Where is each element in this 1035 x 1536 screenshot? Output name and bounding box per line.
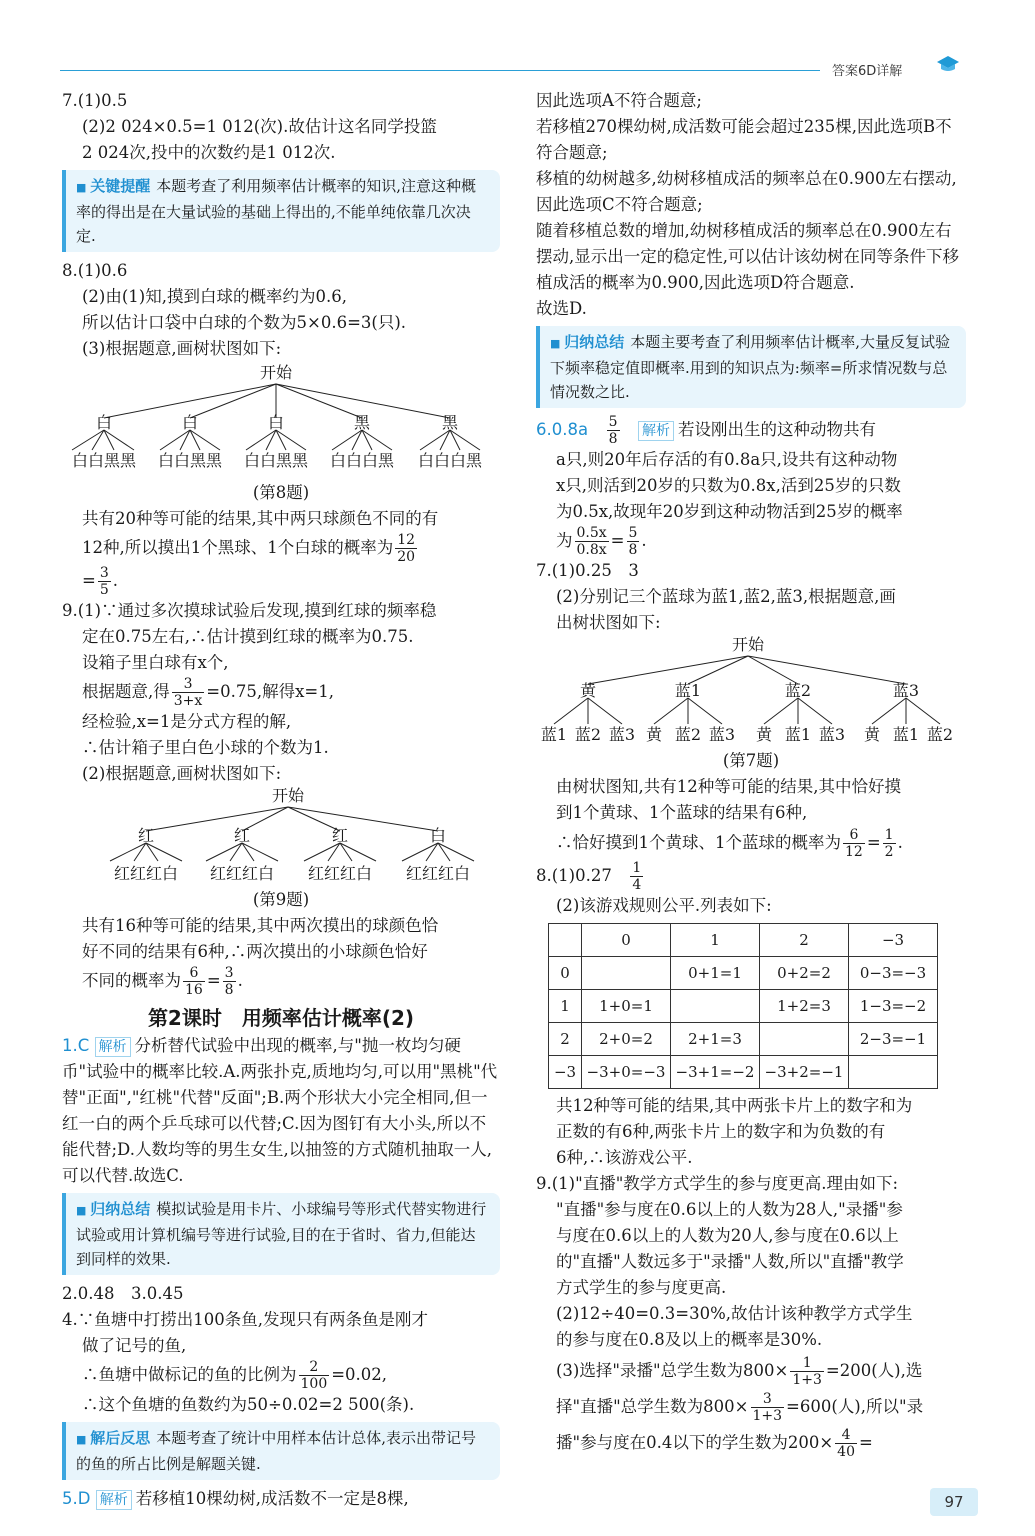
table-cell — [671, 990, 760, 1023]
fraction — [395, 532, 417, 565]
q8-result-line3 — [62, 565, 500, 598]
text: 播"参与度在0.4以下的学生数为200× — [556, 1433, 834, 1452]
q8r-result-line1: 共12种等可能的结果,其中两张卡片上的数字和为 — [556, 1096, 913, 1115]
tip-box — [62, 170, 500, 252]
text: 为 — [556, 531, 573, 550]
table-cell: −3+2=−1 — [760, 1056, 849, 1089]
summary-label: ■ 归纳总结 — [550, 333, 624, 351]
reflection-text: 本题考查了统计中用样本估计总体,表示出带记号的鱼的所占比例是解题关键. — [76, 1429, 477, 1473]
table-cell: 2−3=−1 — [849, 1023, 938, 1056]
numerator: 1 — [884, 827, 894, 843]
q9-line2: 定在0.75左右,∴估计摸到红球的概率为0.75. — [82, 627, 414, 646]
table-cell: 0+2=2 — [760, 957, 849, 990]
tree-diagram-q9 — [62, 787, 500, 887]
tree-leaves: 白白黑黑 — [243, 451, 309, 470]
q6-line2: a只,则20年后存活的有0.8a只,设共有这种动物 — [556, 450, 898, 469]
fraction — [790, 1355, 824, 1388]
table-cell: −3+1=−2 — [671, 1056, 760, 1089]
period: . — [897, 833, 903, 852]
table-cell: 1+2=3 — [760, 990, 849, 1023]
fraction — [630, 860, 643, 893]
period: . — [641, 531, 647, 550]
tree-leaves: 白白白黑 — [329, 451, 395, 470]
equals: = — [866, 833, 881, 852]
q7r-result-line1: 由树状图知,共有12种等可能的结果,其中恰好摸 — [556, 777, 901, 796]
analysis-text: 分析替代试验中出现的概率,与"抛一枚均匀硬币"试验中的概率比较.A.两张扑克,质地均匀,可以用"黑桃"代替"正面","红桃"代替"反面";B.两个形状大小完全相同,但一红一白的两个乒乓球可以代替;C.因为图钉有大小头,所以不能代替;D.人数均等的男生女生,以抽签的方式随机抽取一人,可以代替.故选C. — [62, 1036, 498, 1185]
text: 不同的概率为 — [82, 971, 181, 990]
fraction — [223, 965, 236, 998]
tree-node: 蓝1 — [674, 681, 702, 700]
q9r-line4: 的"直播"人数远多于"录播"人数,所以"直播"教学 — [556, 1252, 904, 1271]
tree-node: 黄 — [579, 681, 597, 700]
table-cell: 1 — [671, 924, 760, 957]
q9-line7: (2)根据题意,画树状图如下: — [82, 764, 282, 783]
q9r-line3: 与度在0.6以上的人数为20人,参与度在0.6以上 — [556, 1226, 899, 1245]
tree-node: 蓝3 — [892, 681, 920, 700]
denominator: 40 — [837, 1444, 855, 1460]
tree-root: 开始 — [271, 787, 305, 805]
numerator: 6 — [843, 827, 865, 844]
tree-root: 开始 — [259, 363, 293, 382]
denominator: 8 — [628, 542, 638, 558]
s4-line4: ∴这个鱼塘的鱼数约为50÷0.02=2 500(条). — [82, 1395, 415, 1414]
q8-part3: (3)根据题意,画树状图如下: — [82, 339, 282, 358]
denominator: 8 — [224, 982, 234, 998]
numerator: 3 — [99, 565, 109, 581]
fraction — [883, 827, 896, 860]
tree-leaves: 红红红白 — [209, 864, 275, 883]
fraction — [843, 827, 865, 860]
table-cell: 0−3=−3 — [849, 957, 938, 990]
sum-table — [548, 923, 938, 1089]
fraction — [751, 1391, 785, 1424]
denominator: 2 — [884, 844, 894, 860]
s4-line3 — [62, 1359, 500, 1392]
header-title: 答案6D详解 — [832, 64, 903, 79]
q7r-result-line2: 到1个黄球、1个蓝球的结果有6种, — [556, 803, 808, 822]
tree-node: 白 — [267, 413, 285, 432]
table-cell: 2+1=3 — [671, 1023, 760, 1056]
table-cell: 0 — [549, 957, 582, 990]
text: =600(人),所以"录 — [786, 1397, 924, 1416]
left-column — [62, 88, 500, 1512]
tree-leaf: 蓝1 — [540, 725, 568, 744]
r-p2: 若移植270棵幼树,成活数可能会超过235棵,因此选项B不符合题意; — [536, 117, 952, 162]
fraction — [299, 1359, 330, 1392]
equals: = — [610, 531, 625, 550]
tree-leaf: 蓝1 — [892, 725, 920, 744]
q6-line3: x只,则活到20岁的只数为0.8x,活到25岁的只数 — [556, 476, 901, 495]
text: = — [858, 1433, 873, 1452]
q8-result-line2 — [62, 532, 500, 565]
r-p4: 随着移植总数的增加,幼树移植成活的频率总在0.900左右摆动,显示出一定的稳定性,可以估计该幼树在同等条件下移植成活的概率为0.900,因此选项D符合题意. — [536, 221, 959, 292]
table-cell: −3 — [549, 1056, 582, 1089]
tree-node: 红 — [137, 826, 155, 845]
fraction — [627, 525, 640, 558]
r-p5: 故选D. — [536, 299, 587, 318]
table-cell: 0+1=1 — [671, 957, 760, 990]
fraction — [575, 525, 609, 558]
q8r-line1 — [536, 860, 966, 893]
tree-node: 蓝2 — [784, 681, 812, 700]
tree-caption-q7: (第7题) — [722, 751, 780, 770]
numerator: 3 — [172, 676, 205, 693]
fraction — [172, 676, 205, 709]
summary-text: 模拟试验是用卡片、小球编号等形式代替实物进行试验或用计算机编号等进行试验,目的在于省时、省力,但能达到同样的效果. — [76, 1200, 487, 1268]
text: =200(人),选 — [825, 1361, 923, 1380]
text: =0.75,解得x=1, — [206, 682, 334, 701]
tree-node: 白 — [181, 413, 199, 432]
tree-leaves: 红红红白 — [113, 864, 179, 883]
q6-line1 — [536, 414, 966, 447]
table-cell: 1+0=1 — [582, 990, 671, 1023]
q8r-result-line2: 正数的有6种,两张卡片上的数字和为负数的有 — [556, 1122, 886, 1141]
denominator: 8 — [608, 431, 618, 447]
summary-box-2 — [536, 326, 966, 408]
numerator: 3 — [224, 965, 234, 981]
s4-line2: 做了记号的鱼, — [82, 1336, 187, 1355]
text: ∴恰好摸到1个黄球、1个蓝球的概率为 — [556, 833, 841, 852]
tree-node: 白 — [95, 413, 113, 432]
r-p1: 因此选项A不符合题意; — [536, 91, 702, 110]
analysis-tag: 解析 — [95, 1037, 131, 1057]
summary-box — [62, 1193, 500, 1275]
reflection-label: ■ 解后反思 — [76, 1429, 150, 1447]
numerator: 0.5x — [576, 525, 607, 541]
table-cell — [549, 924, 582, 957]
graduation-cap-icon — [936, 54, 960, 74]
s2-s3: 2.0.48 3.0.45 — [62, 1284, 184, 1303]
tree-node: 黑 — [441, 413, 459, 432]
denominator: 1+3 — [792, 1372, 822, 1388]
equals: = — [82, 571, 96, 590]
table-row — [549, 1023, 938, 1056]
q9r-line1: 9.(1)"直播"教学方式学生的参与度更高.理由如下: — [536, 1174, 899, 1193]
denominator: 3+x — [173, 693, 203, 709]
q7r-line1: 7.(1)0.25 3 — [536, 561, 639, 580]
text: 根据题意,得 — [82, 682, 170, 701]
tree-leaf: 蓝2 — [674, 725, 702, 744]
s5 — [62, 1486, 500, 1512]
analysis-text: 若移植10棵幼树,成活数不一定是8棵, — [135, 1489, 409, 1508]
q8r-line2: (2)该游戏规则公平.列表如下: — [556, 896, 772, 915]
q8-result-line1: 共有20种等可能的结果,其中两只球颜色不同的有 — [82, 509, 439, 528]
answer-head: 5.D — [62, 1489, 91, 1508]
tree-leaf: 蓝3 — [818, 725, 846, 744]
analysis-tag: 解析 — [638, 421, 674, 441]
tree-diagram-q7 — [536, 636, 966, 748]
text: (3)选择"录播"总学生数为800× — [556, 1361, 789, 1380]
fraction — [835, 1427, 857, 1460]
q8-part2-line2: 所以估计口袋中白球的个数为5×0.6=3(只). — [82, 313, 407, 332]
table-cell: 0 — [582, 924, 671, 957]
tip-text: 本题考查了利用频率估计概率的知识,注意这种概率的得出是在大量试验的基础上得出的,不能单纯依靠几次决定. — [76, 177, 477, 245]
q9-result-line2: 好不同的结果有6种,∴两次摸出的小球颜色恰好 — [82, 942, 428, 961]
q9-line5: 经检验,x=1是分式方程的解, — [82, 712, 292, 731]
tree-node: 红 — [233, 826, 251, 845]
table-cell — [760, 1023, 849, 1056]
analysis-tag: 解析 — [96, 1490, 132, 1510]
fraction — [607, 414, 620, 447]
tree-leaf: 蓝2 — [574, 725, 602, 744]
tree-caption-q9: (第9题) — [252, 890, 310, 909]
q7r-line3: 出树状图如下: — [556, 613, 661, 632]
q8-part1: 8.(1)0.6 — [62, 261, 128, 280]
denominator: 20 — [397, 549, 416, 565]
tree-node: 白 — [429, 826, 447, 845]
tree-leaves: 红红红白 — [405, 864, 471, 883]
tree-diagram-q8 — [62, 362, 500, 480]
numerator: 5 — [608, 414, 618, 430]
q8r-result-line3: 6种,∴该游戏公平. — [556, 1148, 693, 1167]
tree-leaf: 蓝3 — [608, 725, 636, 744]
table-cell: 1 — [549, 990, 582, 1023]
s4-line1: 4.∵鱼塘中打捞出100条鱼,发现只有两条鱼是刚才 — [62, 1310, 428, 1329]
summary-text: 本题主要考查了利用频率估计概率,大量反复试验下频率稳定值即概率.用到的知识点为:频率=所求情况数与总情况数之比. — [550, 333, 951, 401]
q9-result-line1: 共有16种等可能的结果,其中两次摸出的球颜色恰 — [82, 916, 439, 935]
q6-line5 — [536, 525, 966, 558]
denominator: 1+3 — [752, 1408, 783, 1424]
q9-line3: 设箱子里白球有x个, — [82, 653, 229, 672]
equals: = — [206, 971, 221, 990]
numerator: 1 — [790, 1355, 824, 1372]
fraction — [183, 965, 205, 998]
q9r-line7: 的参与度在0.8及以上的概率是30%. — [556, 1330, 823, 1349]
page-number: 97 — [930, 1488, 978, 1516]
denominator: 5 — [99, 582, 109, 598]
q7-part1: 7.(1)0.5 — [62, 91, 128, 110]
reflection-box — [62, 1422, 500, 1480]
q7-part2-line1: (2)2 024×0.5=1 012(次).故估计这名同学投篮 — [82, 117, 437, 136]
tree-leaf: 黄 — [755, 725, 773, 744]
table-row — [549, 990, 938, 1023]
answer-head: 6.0.8a — [536, 420, 589, 439]
tree-leaves: 红红红白 — [307, 864, 373, 883]
q9r-line10 — [536, 1425, 966, 1461]
table-row — [549, 957, 938, 990]
header-rule — [60, 70, 820, 71]
q9-line1: 9.(1)∵通过多次摸球试验后发现,摸到红球的频率稳 — [62, 601, 437, 620]
right-column — [536, 88, 966, 1461]
table-row — [549, 924, 938, 957]
table-cell: 1−3=−2 — [849, 990, 938, 1023]
tree-caption-q8: (第8题) — [252, 483, 310, 502]
q8-part2-line1: (2)由(1)知,摸到白球的概率约为0.6, — [82, 287, 347, 306]
table-cell: 2 — [549, 1023, 582, 1056]
q6-line4: 为0.5x,故现年20岁到这种动物活到25岁的概率 — [556, 502, 903, 521]
denominator: 12 — [845, 844, 863, 860]
text: 8.(1)0.27 — [536, 866, 612, 885]
section-title: 第2课时 用频率估计概率(2) — [147, 1006, 415, 1030]
text: 若设刚出生的这种动物共有 — [678, 420, 877, 439]
q9r-line2: "直播"参与度在0.6以上的人数为28人,"录播"参 — [556, 1200, 903, 1219]
answer-head: 1.C — [62, 1036, 90, 1055]
table-cell: 2 — [760, 924, 849, 957]
tree-leaf: 蓝2 — [926, 725, 954, 744]
tree-leaf: 黄 — [863, 725, 881, 744]
table-cell — [849, 1056, 938, 1089]
denominator: 100 — [300, 1376, 328, 1392]
q9r-line6: (2)12÷40=0.3=30%,故估计该种教学方式学生 — [556, 1304, 913, 1323]
tree-leaf: 蓝3 — [708, 725, 736, 744]
q9-line6: ∴估计箱子里白色小球的个数为1. — [82, 738, 329, 757]
tree-leaves: 白白黑黑 — [157, 451, 223, 470]
table-row — [549, 1056, 938, 1089]
text: 择"直播"总学生数为800× — [556, 1397, 749, 1416]
tree-node: 黑 — [353, 413, 371, 432]
q7r-result-line3 — [536, 826, 966, 860]
tree-root: 开始 — [731, 636, 765, 654]
q8-result-text: 12种,所以摸出1个黑球、1个白球的概率为 — [82, 538, 394, 557]
tree-leaves: 白白白黑 — [417, 451, 483, 470]
tree-leaf: 黄 — [645, 725, 663, 744]
summary-label: ■ 归纳总结 — [76, 1200, 150, 1218]
denominator: 4 — [632, 877, 642, 893]
q9r-line9 — [536, 1389, 966, 1425]
fraction — [98, 565, 111, 598]
s1 — [62, 1033, 500, 1189]
text: ∴鱼塘中做标记的鱼的比例为 — [82, 1365, 297, 1384]
q7-part2-line2: 2 024次,投中的次数约是1 012次. — [82, 143, 336, 162]
tree-node: 红 — [331, 826, 349, 845]
q7r-line2: (2)分别记三个蓝球为蓝1,蓝2,蓝3,根据题意,画 — [556, 587, 896, 606]
numerator: 6 — [183, 965, 205, 982]
table-cell: −3 — [849, 924, 938, 957]
r-p3: 移植的幼树越多,幼树移植成活的频率总在0.900左右摆动,因此选项C不符合题意; — [536, 169, 957, 214]
period: . — [237, 971, 243, 990]
tip-label: ■ 关键提醒 — [76, 177, 150, 195]
text: =0.02, — [331, 1365, 388, 1384]
period: . — [112, 571, 118, 590]
numerator: 4 — [835, 1427, 857, 1444]
q9r-line8 — [536, 1353, 966, 1389]
numerator: 3 — [751, 1391, 785, 1408]
numerator: 5 — [628, 525, 638, 541]
q9-result-line3 — [62, 965, 500, 998]
numerator: 2 — [299, 1359, 330, 1376]
table-cell: 2+0=2 — [582, 1023, 671, 1056]
denominator: 0.8x — [576, 542, 607, 558]
q9-line4 — [62, 676, 500, 709]
numerator: 12 — [397, 532, 416, 548]
q9r-line5: 方式学生的参与度更高. — [556, 1278, 727, 1297]
tree-leaves: 白白黑黑 — [71, 451, 137, 470]
denominator: 16 — [185, 982, 203, 998]
table-cell — [582, 957, 671, 990]
table-cell: −3+0=−3 — [582, 1056, 671, 1089]
numerator: 1 — [632, 860, 642, 876]
tree-leaf: 蓝1 — [784, 725, 812, 744]
